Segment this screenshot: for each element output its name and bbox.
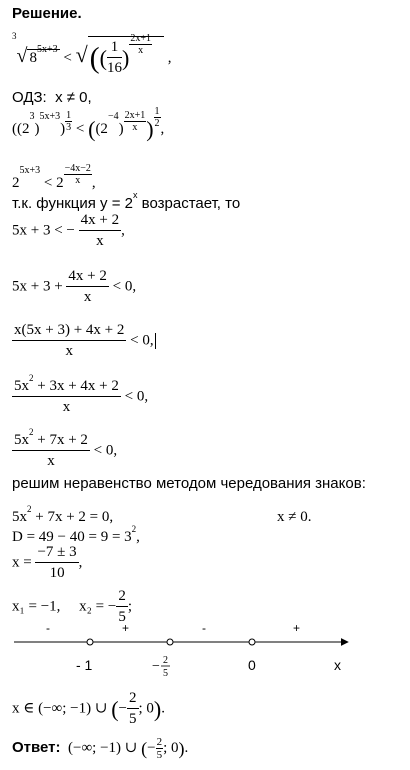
linear-inequality-2: 5x + 3 + $\frac{4x + 2}{x}$ < 0, xyxy=(12,268,137,306)
point-minus-two-fifths xyxy=(167,639,173,645)
label-minus-one: - 1 xyxy=(76,657,93,673)
discriminant: $D = 49 - 40 = 9 = 3^2$, xyxy=(12,524,140,545)
solution-set: x ∈ (−∞; −1) ∪ (− $\frac{2}{5}$ ; 0). xyxy=(12,690,165,728)
roots-formula: x = $\frac{-7 \pm 3}{10}$ , xyxy=(12,544,83,582)
exponent-inequality: $2^{5x+3} < 2$ $\frac{-4x-2}{x}$ , xyxy=(12,163,96,191)
nonzero-condition: x ≠ 0. xyxy=(277,509,312,525)
number-line xyxy=(0,600,410,680)
axis-label-x: x xyxy=(334,657,341,673)
sign-interval-2: + xyxy=(122,621,130,635)
sign-interval-4: + xyxy=(293,621,301,635)
label-minus-sign: − xyxy=(152,659,160,674)
linear-inequality-1: 5x + 3 < − $\frac{4x + 2}{x}$ , xyxy=(12,212,125,250)
final-answer: Ответ: (−∞; −1) ∪ (− $\frac{2}{5}$ ; 0). xyxy=(12,736,189,762)
sign-interval-1: - xyxy=(46,621,50,635)
point-minus-one xyxy=(87,639,93,645)
sign-method-note: решим неравенство методом чередования знаков: xyxy=(12,475,366,492)
domain-condition: ОДЗ: x ≠ 0, xyxy=(12,89,92,106)
point-zero xyxy=(249,639,255,645)
quadratic-equation: $5x^2 + 7x + 2 = 0$, x ≠ 0. xyxy=(12,504,312,525)
roots-values: x₁ = −1, x₂ = − $\frac{2}{5}$ ; xyxy=(12,588,132,626)
powers-of-two-inequality: $((2^3)^{5x+3})$ $\frac{1}{3}$ < ($(2^{-4})$ $\frac{2x+1}{x}$ ) $\frac{1}{2}$ , xyxy=(12,106,165,142)
label-five: 5 xyxy=(163,668,168,679)
expanded-fraction-inequality: $\frac{5x^2 + 3x + 4x + 2}{x}$ < 0, xyxy=(14,373,149,416)
label-two: 2 xyxy=(163,655,168,666)
sign-interval-3: - xyxy=(202,621,206,635)
text-cursor xyxy=(155,333,156,349)
initial-inequality: $^3$√ $8^{5x+3}$ < √(( $\frac{1}{16}$ ) $\frac{2x+1}{x}$ , xyxy=(12,31,172,77)
label-zero: 0 xyxy=(248,657,256,673)
solution-title: Решение. xyxy=(12,5,82,22)
monotonic-note: т.к. функция $y = 2^x$ возрастает, то xyxy=(12,190,241,212)
simplified-fraction-inequality: $\frac{5x^2 + 7x + 2}{x}$ < 0, xyxy=(14,427,118,470)
combined-fraction-inequality: $\frac{x(5x + 3) + 4x + 2}{x}$ < 0, xyxy=(14,322,154,360)
